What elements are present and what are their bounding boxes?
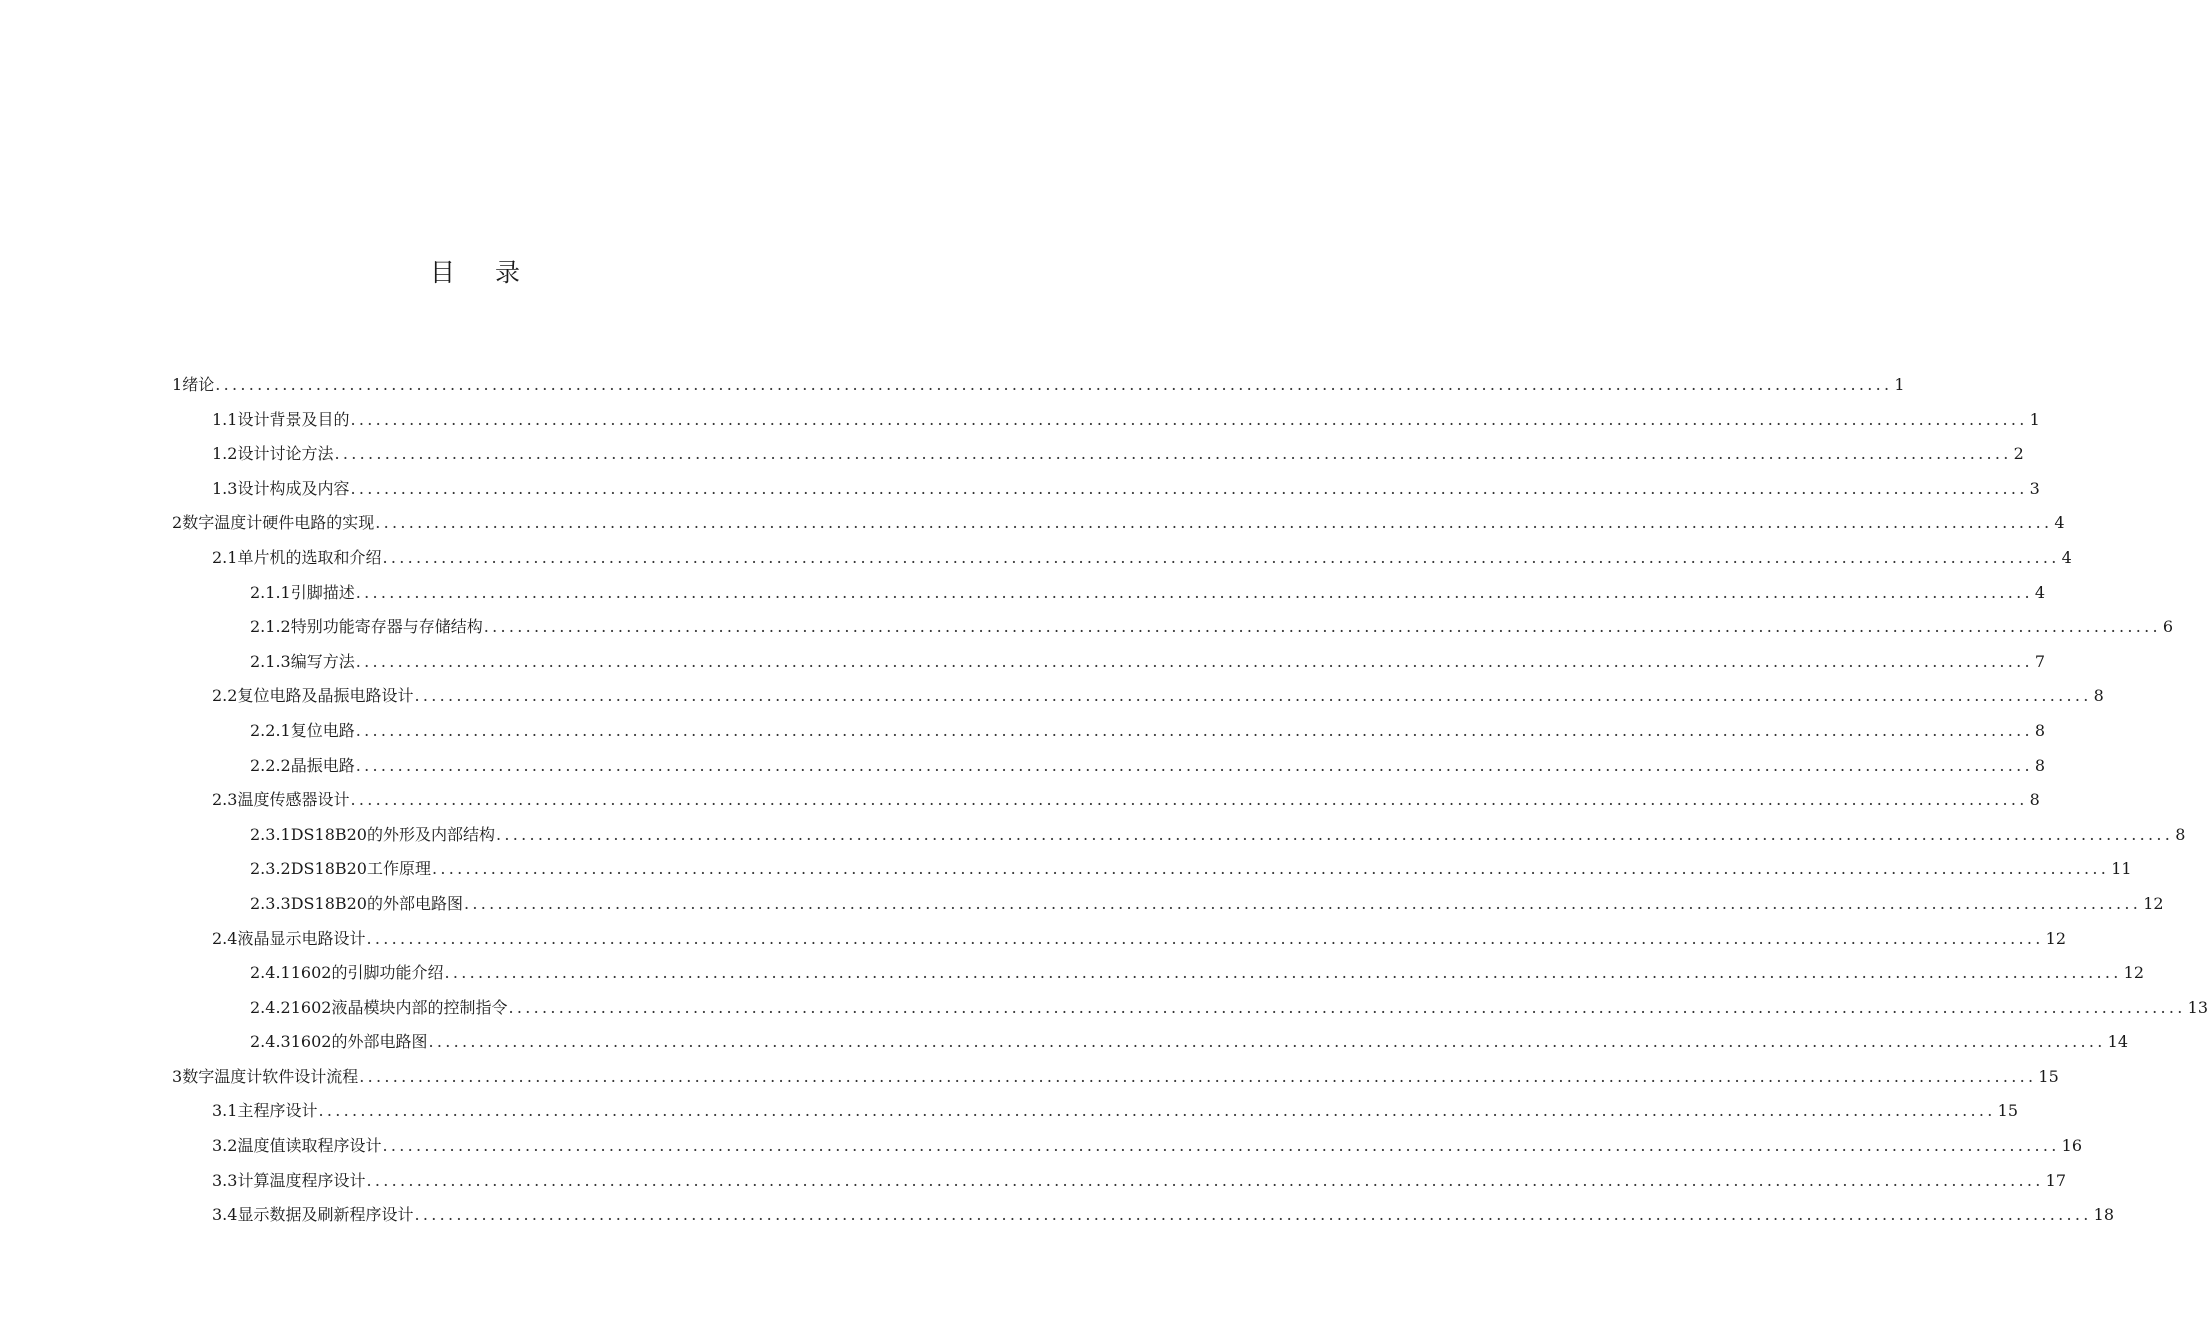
toc-entry-label: 复位电路 (290, 720, 355, 740)
toc-entry[interactable] (172, 922, 2067, 957)
table-of-contents (172, 368, 2208, 1233)
toc-leader-dots: ........................................................................................................................................................................................................ (350, 409, 2028, 429)
toc-entry[interactable] (172, 991, 2208, 1026)
toc-entry-page: 17 (2045, 1170, 2067, 1190)
toc-entry-page: 8 (2175, 824, 2186, 844)
toc-entry-label: 绪论 (182, 375, 215, 394)
toc-entry-page: 12 (2123, 963, 2144, 983)
toc-entry-number: 3 (172, 1066, 183, 1086)
toc-leader-dots: ........................................................................................................................................................................................................ (334, 444, 2012, 464)
toc-leader-dots: ........................................................................................................................................................................................................ (215, 375, 1893, 394)
toc-entry-number: 2.1.2 (250, 617, 291, 637)
toc-leader-dots: ........................................................................................................................................................................................................ (414, 686, 2092, 706)
toc-entry-number: 3.2 (212, 1136, 238, 1156)
toc-title-char-2: 录 (495, 258, 521, 287)
toc-entry[interactable] (172, 852, 2132, 887)
toc-entry-label: 引脚描述 (290, 582, 355, 602)
toc-entry-page: 3 (2029, 478, 2040, 498)
toc-entry-label: 液晶显示电路设计 (237, 928, 366, 948)
toc-leader-dots: ........................................................................................................................................................................................................ (444, 963, 2122, 983)
toc-entry-label: 温度值读取程序设计 (237, 1136, 382, 1156)
toc-entry[interactable] (172, 1164, 2067, 1199)
toc-leader-dots: ........................................................................................................................................................................................................ (508, 997, 2186, 1017)
toc-leader-dots: ........................................................................................................................................................................................................ (366, 928, 2044, 948)
toc-leader-dots: ........................................................................................................................................................................................................ (318, 1101, 1996, 1121)
toc-entry-number: 1.3 (212, 478, 238, 498)
toc-entry[interactable] (172, 714, 2046, 749)
toc-entry-page: 15 (2038, 1066, 2059, 1086)
toc-leader-dots: ........................................................................................................................................................................................................ (355, 720, 2033, 740)
toc-entry-number: 2.4.2 (250, 997, 291, 1017)
toc-entry-number: 2.2.2 (250, 755, 291, 775)
toc-entry-label: DS18B20的外形及内部结构 (290, 824, 495, 844)
toc-entry-label: 显示数据及刷新程序设计 (237, 1205, 414, 1225)
toc-entry-page: 8 (2034, 755, 2046, 775)
toc-entry[interactable] (172, 956, 2144, 991)
toc-entry-label: 计算温度程序设计 (237, 1170, 366, 1190)
toc-leader-dots: ........................................................................................................................................................................................................ (350, 478, 2028, 498)
toc-entry-label: DS18B20的外部电路图 (290, 893, 463, 913)
toc-entry[interactable] (172, 645, 2046, 680)
toc-entry-page: 1 (2029, 409, 2040, 429)
toc-entry[interactable] (172, 1060, 2059, 1095)
toc-entry-number: 2.4.1 (250, 963, 291, 983)
toc-entry-number: 2.3 (212, 790, 238, 810)
toc-leader-dots: ........................................................................................................................................................................................................ (483, 617, 2161, 637)
toc-entry[interactable] (172, 749, 2046, 784)
toc-entry-page: 12 (2143, 893, 2164, 913)
toc-entry-number: 1 (172, 375, 183, 394)
toc-leader-dots: ........................................................................................................................................................................................................ (432, 859, 2110, 879)
toc-entry-page: 18 (2093, 1205, 2115, 1225)
toc-entry-number: 2.3.3 (250, 893, 291, 913)
toc-entry-page: 4 (2034, 582, 2046, 602)
toc-entry-page: 4 (2061, 547, 2072, 567)
toc-entry-label: 复位电路及晶振电路设计 (237, 686, 414, 706)
toc-entry[interactable] (172, 403, 2040, 438)
toc-leader-dots: ........................................................................................................................................................................................................ (355, 582, 2033, 602)
toc-entry-label: 设计讨论方法 (237, 444, 334, 464)
toc-leader-dots: ........................................................................................................................................................................................................ (350, 790, 2028, 810)
toc-leader-dots: ........................................................................................................................................................................................................ (382, 547, 2060, 567)
toc-entry[interactable] (172, 506, 2065, 541)
toc-leader-dots: ........................................................................................................................................................................................................ (428, 1032, 2106, 1052)
toc-entry-page: 11 (2111, 859, 2132, 879)
toc-entry-number: 1.2 (212, 444, 238, 464)
toc-entry-page: 8 (2029, 790, 2040, 810)
toc-leader-dots: ........................................................................................................................................................................................................ (366, 1170, 2044, 1190)
toc-entry-page: 4 (2054, 513, 2065, 533)
toc-entry-label: 1602的外部电路图 (290, 1032, 428, 1052)
toc-leader-dots: ........................................................................................................................................................................................................ (464, 893, 2142, 913)
toc-entry-page: 7 (2034, 651, 2046, 671)
toc-entry-page: 2 (2013, 444, 2024, 464)
toc-entry[interactable] (172, 472, 2040, 507)
toc-leader-dots: ........................................................................................................................................................................................................ (355, 651, 2033, 671)
toc-entry-number: 2.4 (212, 928, 238, 948)
toc-title (0, 256, 950, 290)
toc-entry-label: 设计构成及内容 (237, 478, 350, 498)
toc-entry[interactable] (172, 1025, 2128, 1060)
toc-entry-page: 15 (1997, 1101, 2019, 1121)
toc-entry-label: 主程序设计 (237, 1101, 318, 1121)
toc-entry[interactable] (172, 368, 1905, 403)
toc-entry-number: 2.1.3 (250, 651, 291, 671)
toc-entry-label: 特别功能寄存器与存储结构 (290, 617, 483, 637)
toc-entry[interactable] (172, 576, 2046, 611)
toc-entry-page: 13 (2187, 997, 2208, 1017)
toc-entry[interactable] (172, 610, 2174, 645)
toc-entry[interactable] (172, 541, 2072, 576)
toc-leader-dots: ........................................................................................................................................................................................................ (496, 824, 2174, 844)
toc-entry-label: 1602的引脚功能介绍 (290, 963, 444, 983)
toc-entry[interactable] (172, 887, 2164, 922)
toc-entry-number: 2.1 (212, 547, 238, 567)
toc-entry-number: 3.1 (212, 1101, 238, 1121)
toc-entry[interactable] (172, 437, 2024, 472)
toc-leader-dots: ........................................................................................................................................................................................................ (355, 755, 2033, 775)
toc-entry[interactable] (172, 1129, 2083, 1164)
toc-entry-label: 温度传感器设计 (237, 790, 350, 810)
toc-title-char-1: 目 (429, 258, 455, 287)
toc-entry-label: 晶振电路 (290, 755, 355, 775)
toc-entry-page: 1 (1894, 375, 1905, 394)
toc-entry-page: 8 (2093, 686, 2104, 706)
toc-entry[interactable] (172, 783, 2040, 818)
toc-entry[interactable] (172, 1094, 2019, 1129)
toc-entry-label: DS18B20工作原理 (290, 859, 431, 879)
toc-leader-dots: ........................................................................................................................................................................................................ (414, 1205, 2092, 1225)
toc-entry-label: 数字温度计硬件电路的实现 (182, 513, 375, 533)
toc-entry-label: 单片机的选取和介绍 (237, 547, 382, 567)
toc-leader-dots: ........................................................................................................................................................................................................ (359, 1066, 2037, 1086)
toc-entry-page: 6 (2162, 617, 2174, 637)
toc-entry-page: 12 (2045, 928, 2067, 948)
toc-entry-page: 14 (2107, 1032, 2128, 1052)
toc-entry[interactable] (172, 1198, 2115, 1233)
toc-entry-number: 3.4 (212, 1205, 238, 1225)
toc-entry-number: 2 (172, 513, 183, 533)
toc-leader-dots: ........................................................................................................................................................................................................ (375, 513, 2053, 533)
toc-entry-number: 2.2 (212, 686, 238, 706)
toc-entry[interactable] (172, 679, 2104, 714)
toc-entry-label: 1602液晶模块内部的控制指令 (290, 997, 508, 1017)
toc-entry-page: 8 (2034, 720, 2046, 740)
toc-entry-number: 2.1.1 (250, 582, 291, 602)
toc-leader-dots: ........................................................................................................................................................................................................ (382, 1136, 2060, 1156)
toc-entry-label: 设计背景及目的 (237, 409, 350, 429)
toc-entry-number: 2.2.1 (250, 720, 291, 740)
toc-entry-number: 3.3 (212, 1170, 238, 1190)
toc-entry-number: 2.4.3 (250, 1032, 291, 1052)
toc-entry[interactable] (172, 818, 2186, 853)
toc-entry-label: 数字温度计软件设计流程 (182, 1066, 359, 1086)
toc-entry-label: 编写方法 (290, 651, 355, 671)
toc-entry-page: 16 (2061, 1136, 2083, 1156)
toc-entry-number: 2.3.1 (250, 824, 291, 844)
toc-entry-number: 2.3.2 (250, 859, 291, 879)
toc-entry-number: 1.1 (212, 409, 238, 429)
